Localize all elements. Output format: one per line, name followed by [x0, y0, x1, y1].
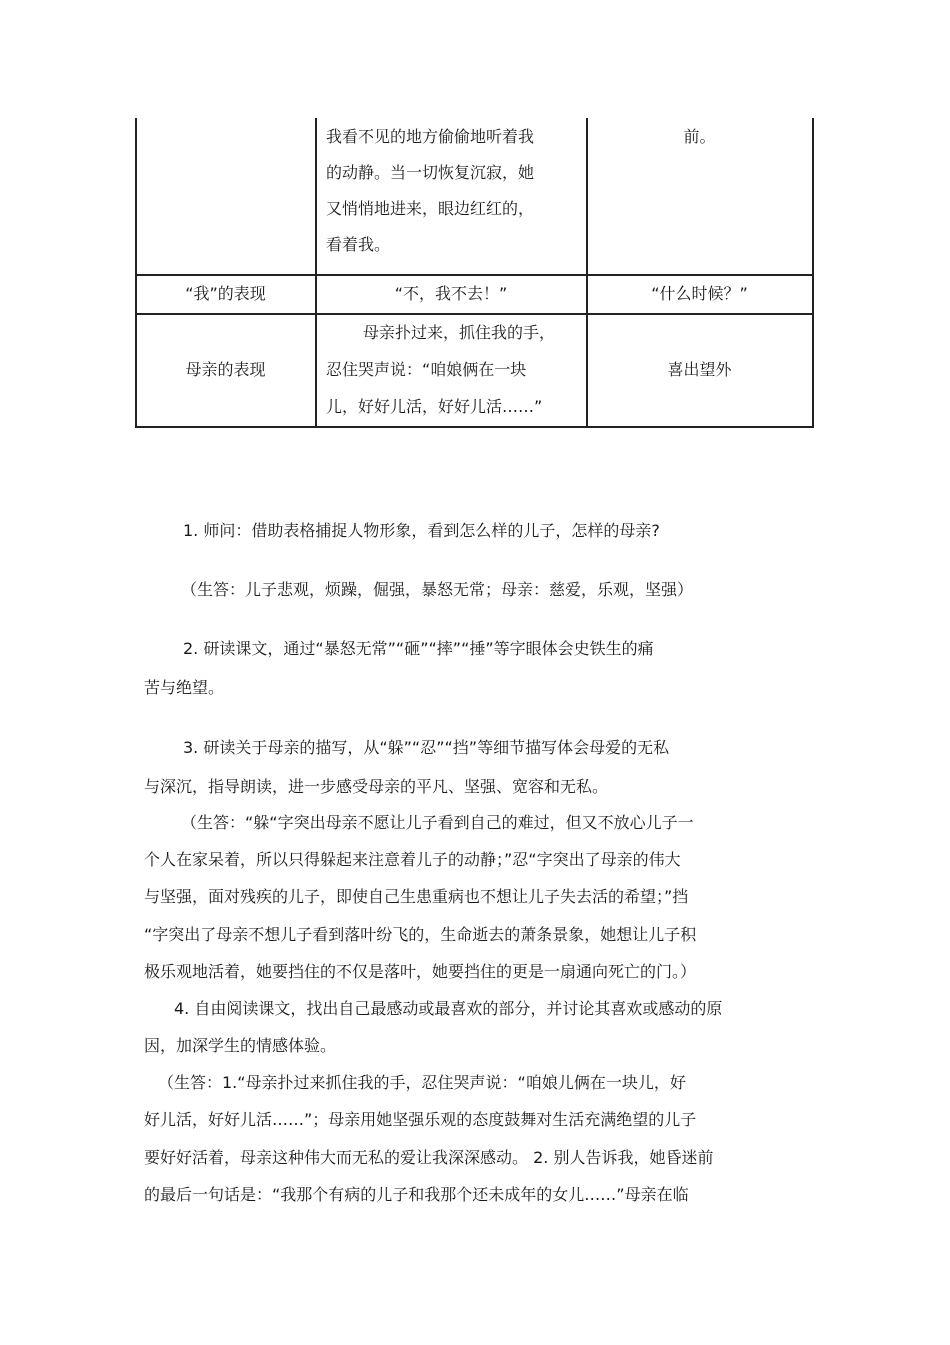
- table-cell: 喜出望外: [667, 360, 732, 379]
- answer-3: （生答：“躲“字突出母亲不愿让儿子看到自己的难过，但又不放心儿子一: [181, 813, 694, 832]
- table-row-header: 母亲的表现: [185, 360, 266, 379]
- answer-3-cont: 个人在家呆着，所以只得躲起来注意着儿子的动静；”忍“字突出了母亲的伟大: [144, 850, 681, 869]
- answer-4-cont: 要好好活着，母亲这种伟大而无私的爱让我深深感动。 2. 别人告诉我，她昏迷前: [144, 1148, 714, 1167]
- item-2-cont: 苦与绝望。: [144, 678, 225, 697]
- table-border-col2: [315, 118, 317, 428]
- table-border-right: [812, 118, 814, 428]
- answer-4-cont: 的最后一句话是：“我那个有病的儿子和我那个还未成年的女儿……”母亲在临: [144, 1185, 689, 1204]
- table-cell: 忍住哭声说：“咱娘俩在一块: [326, 360, 527, 379]
- answer-4: （生答：1.“母亲扑过来抓住我的手，忍住哭声说：“咱娘儿俩在一块儿，好: [158, 1073, 686, 1092]
- question-1: 1. 师问：借助表格捕捉人物形象，看到怎么样的儿子，怎样的母亲?: [183, 521, 660, 540]
- answer-3-cont: 与坚强，面对残疾的儿子，即使自己生患重病也不想让儿子失去活的希望；”挡: [144, 887, 689, 906]
- answer-3-cont: 极乐观地活着，她要挡住的不仅是落叶，她要挡住的更是一扇通向死亡的门。）: [144, 962, 697, 981]
- answer-1: （生答：儿子悲观，烦躁，倔强，暴怒无常；母亲：慈爱，乐观，坚强）: [181, 580, 694, 599]
- answer-3-cont: “字突出了母亲不想儿子看到落叶纷飞的，生命逝去的萧条景象，她想让儿子积: [144, 925, 697, 944]
- item-4-cont: 因，加深学生的情感体验。: [144, 1036, 337, 1055]
- table-cell: 母亲扑过来，抓住我的手，: [363, 323, 556, 342]
- table-cell: 儿，好好儿活，好好儿活……”: [326, 397, 543, 416]
- item-2: 2. 研读课文，通过“暴怒无常”“砸”“摔”“捶”等字眼体会史铁生的痛: [183, 639, 654, 658]
- table-cell: 我看不见的地方偷偷地听着我: [326, 127, 535, 146]
- answer-4-cont: 好儿活，好好儿活……”；母亲用她坚强乐观的态度鼓舞对生活充满绝望的儿子: [144, 1110, 697, 1129]
- item-3: 3. 研读关于母亲的描写，从“躲”“忍”“挡”等细节描写体会母爱的无私: [183, 738, 670, 757]
- table-cell: “不，我不去！”: [394, 284, 508, 303]
- table-row-header: “我”的表现: [185, 284, 266, 303]
- table-cell: 的动静。当一切恢复沉寂，她: [326, 163, 535, 182]
- table-cell: 前。: [683, 127, 716, 146]
- item-4: 4. 自由阅读课文，找出自己最感动或最喜欢的部分，并讨论其喜欢或感动的原: [174, 999, 723, 1018]
- table-border-bottom: [135, 426, 813, 428]
- character-table: [135, 118, 813, 428]
- table-cell: 看着我。: [326, 235, 391, 254]
- table-cell: “什么时候？”: [651, 284, 748, 303]
- item-3-cont: 与深沉，指导朗读，进一步感受母亲的平凡、坚强、宽容和无私。: [144, 777, 609, 796]
- table-cell: 又悄悄地进来，眼边红红的，: [326, 199, 535, 218]
